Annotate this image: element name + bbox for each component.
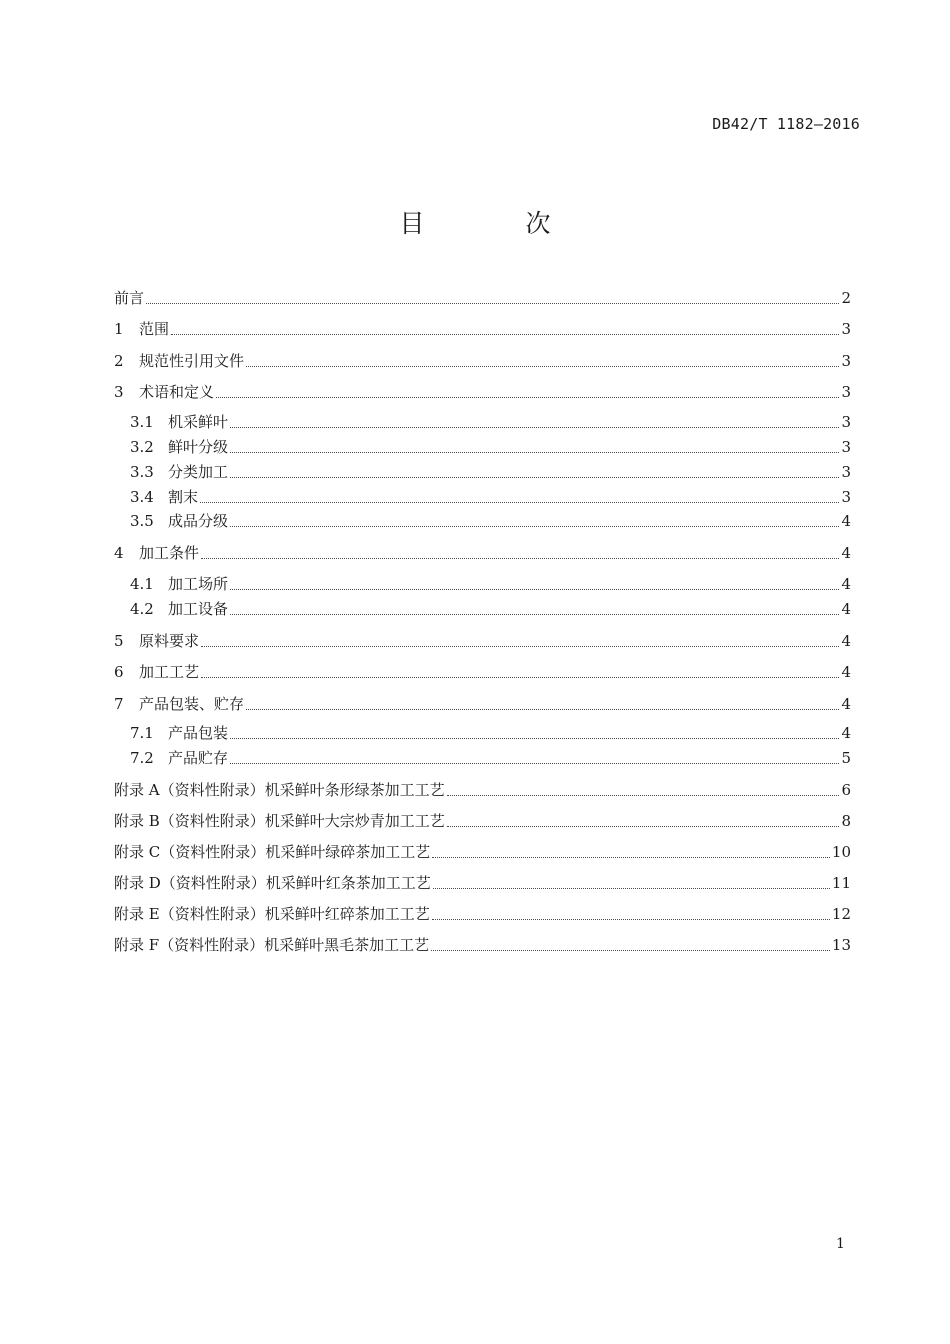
dot-leader [201, 676, 839, 678]
toc-entry[interactable] [130, 747, 851, 769]
toc-entry[interactable] [130, 411, 851, 433]
dot-leader [146, 302, 839, 304]
toc-entry-label: 产品贮存 [168, 749, 229, 767]
toc-entry-label: 产品包装 [168, 724, 229, 742]
toc-entry-label: 前言 [114, 289, 145, 307]
toc-entry[interactable] [114, 287, 851, 309]
toc-entry[interactable] [114, 693, 851, 715]
toc-entry-number: 1 [114, 320, 124, 338]
dot-leader [431, 949, 830, 951]
dot-leader [171, 333, 839, 335]
toc-entry-label: 术语和定义 [139, 383, 215, 401]
dot-leader [201, 645, 839, 647]
dot-leader [447, 825, 840, 827]
dot-leader [216, 396, 839, 398]
toc-entry-label: 规范性引用文件 [139, 352, 245, 370]
toc-entry-page: 5 [841, 749, 851, 767]
toc-entry-number: 3 [114, 383, 124, 401]
toc-entry-page: 4 [841, 544, 851, 562]
toc-entry-number: 2 [114, 352, 124, 370]
toc-entry[interactable] [130, 598, 851, 620]
toc-entry[interactable] [130, 510, 851, 532]
toc-entry-page: 4 [841, 724, 851, 742]
toc-entry-page: 8 [841, 812, 851, 830]
toc-entry-label: 机采鲜叶 [168, 413, 229, 431]
toc-entry-page: 2 [841, 289, 851, 307]
toc-entry-number: 7.1 [130, 724, 154, 742]
toc-entry[interactable] [130, 436, 851, 458]
toc-entry[interactable] [114, 630, 851, 652]
toc-entry-label: 成品分级 [168, 512, 229, 530]
toc-entry-number: 3.5 [130, 512, 154, 530]
toc-entry-page: 6 [841, 781, 851, 799]
toc-entry[interactable] [130, 486, 851, 508]
toc-entry-number: 6 [114, 663, 124, 681]
toc-entry-label: 加工设备 [168, 600, 229, 618]
toc-entry-label: 加工场所 [168, 575, 229, 593]
dot-leader [200, 501, 839, 503]
toc-entry-page: 12 [831, 905, 851, 923]
toc-entry-number: 4.1 [130, 575, 154, 593]
toc-entry-page: 4 [841, 632, 851, 650]
toc-entry-page: 4 [841, 695, 851, 713]
page-title: 目 次 [399, 209, 589, 238]
toc-entry-label: 原料要求 [139, 632, 200, 650]
dot-leader [230, 588, 839, 590]
toc-entry-number: 3.3 [130, 463, 154, 481]
toc-entry[interactable] [114, 810, 851, 832]
dot-leader [432, 918, 830, 920]
toc-entry-page: 3 [841, 488, 851, 506]
toc-entry[interactable] [114, 381, 851, 403]
toc-entry-label: 分类加工 [168, 463, 229, 481]
toc-entry-page: 4 [841, 663, 851, 681]
toc-entry-label: 割末 [168, 488, 199, 506]
toc-entry-label: 附录 A（资料性附录）机采鲜叶条形绿茶加工工艺 [114, 781, 445, 799]
toc-entry-number: 3.2 [130, 438, 154, 456]
toc-entry[interactable] [114, 318, 851, 340]
toc-entry-page: 10 [831, 843, 851, 861]
toc-entry-number: 5 [114, 632, 124, 650]
dot-leader [230, 737, 839, 739]
toc-entry[interactable] [130, 461, 851, 483]
dot-leader [246, 365, 839, 367]
toc-entry[interactable] [114, 779, 851, 801]
table-of-contents [114, 0, 851, 1000]
toc-entry-number: 3.4 [130, 488, 154, 506]
toc-entry-number: 3.1 [130, 413, 154, 431]
toc-entry-label: 加工条件 [139, 544, 200, 562]
toc-entry-page: 3 [841, 383, 851, 401]
toc-entry-label: 附录 E（资料性附录）机采鲜叶红碎茶加工工艺 [114, 905, 430, 923]
toc-entry-label: 附录 C（资料性附录）机采鲜叶绿碎茶加工工艺 [114, 843, 431, 861]
toc-entry-label: 范围 [139, 320, 170, 338]
toc-entry-label: 鲜叶分级 [168, 438, 229, 456]
toc-entry[interactable] [114, 872, 851, 894]
page-number: 1 [836, 1236, 845, 1252]
dot-leader [447, 794, 840, 796]
toc-entry-label: 产品包装、贮存 [139, 695, 245, 713]
toc-entry-page: 3 [841, 413, 851, 431]
toc-entry[interactable] [114, 841, 851, 863]
toc-entry-label: 附录 B（资料性附录）机采鲜叶大宗炒青加工工艺 [114, 812, 445, 830]
toc-entry-page: 3 [841, 438, 851, 456]
dot-leader [246, 708, 839, 710]
toc-entry-number: 7.2 [130, 749, 154, 767]
toc-entry-page: 3 [841, 463, 851, 481]
toc-entry-page: 13 [831, 936, 851, 954]
toc-entry[interactable] [114, 661, 851, 683]
toc-entry-number: 4 [114, 544, 124, 562]
toc-entry[interactable] [114, 350, 851, 372]
dot-leader [230, 476, 839, 478]
dot-leader [230, 451, 839, 453]
document-code: DB42/T 1182—2016 [712, 115, 860, 133]
toc-entry-page: 4 [841, 575, 851, 593]
dot-leader [432, 856, 830, 858]
toc-entry-label: 加工工艺 [139, 663, 200, 681]
dot-leader [433, 887, 830, 889]
dot-leader [230, 613, 839, 615]
toc-entry[interactable] [130, 722, 851, 744]
toc-entry[interactable] [130, 573, 851, 595]
toc-entry-page: 3 [841, 320, 851, 338]
toc-entry[interactable] [114, 903, 851, 925]
toc-entry-label: 附录 D（资料性附录）机采鲜叶红条茶加工工艺 [114, 874, 431, 892]
toc-entry-label: 附录 F（资料性附录）机采鲜叶黑毛茶加工工艺 [114, 936, 430, 954]
dot-leader [230, 762, 839, 764]
toc-entry-page: 4 [841, 600, 851, 618]
toc-entry-number: 4.2 [130, 600, 154, 618]
toc-entry-page: 3 [841, 352, 851, 370]
dot-leader [201, 557, 839, 559]
toc-entry-page: 4 [841, 512, 851, 530]
toc-entry-page: 11 [831, 874, 851, 892]
dot-leader [230, 525, 839, 527]
toc-entry-number: 7 [114, 695, 124, 713]
toc-entry[interactable] [114, 542, 851, 564]
toc-entry[interactable] [114, 934, 851, 956]
dot-leader [230, 426, 839, 428]
